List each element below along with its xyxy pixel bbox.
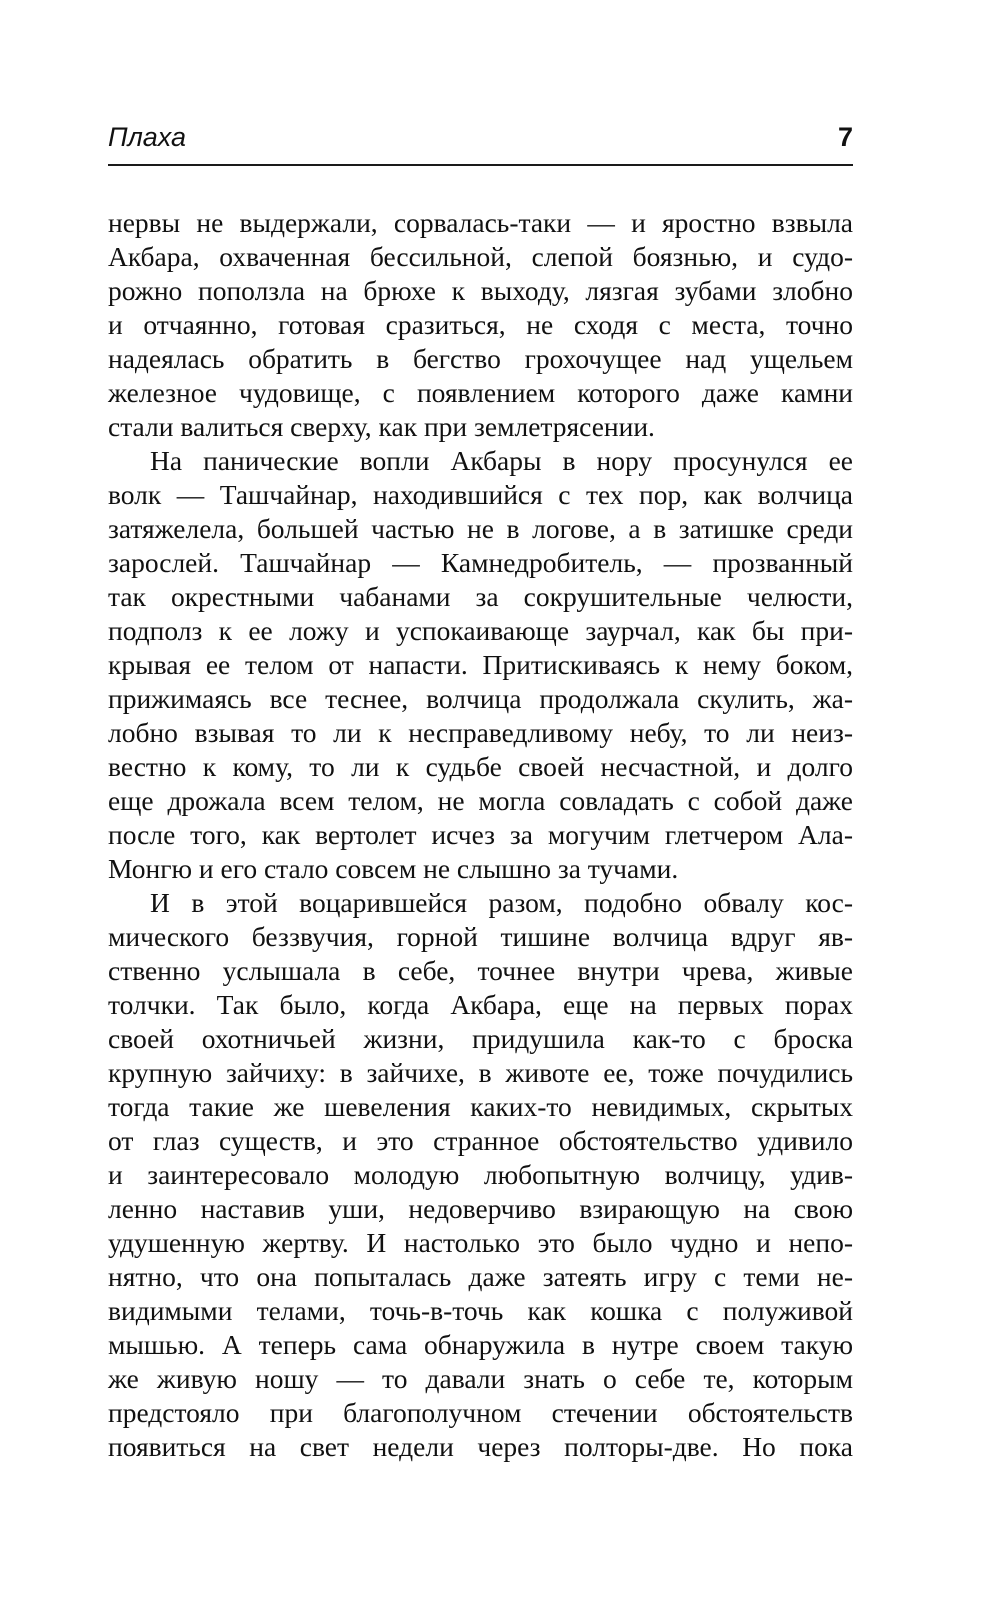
text-line: ственно услышала в себе, точнее внутри чрева, живые xyxy=(108,955,853,986)
text-line: от глаз существ, и это странное обстоятельство удивило xyxy=(108,1125,853,1156)
text-line: предстояло при благополучном стечении обстоятельств xyxy=(108,1397,853,1428)
text-line: железное чудовище, с появлением которого даже камни xyxy=(108,377,853,408)
text-line: зарослей. Ташчайнар — Камнедробитель, — прозванный xyxy=(108,547,853,578)
body-text xyxy=(108,206,853,1464)
text-line: тогда такие же шевеления каких-то невидимых, скрытых xyxy=(108,1091,853,1122)
text-line: нервы не выдержали, сорвалась-таки — и яростно взвыла xyxy=(108,207,853,238)
text-line: волк — Ташчайнар, находившийся с тех пор, как волчица xyxy=(108,479,853,510)
text-line: и отчаянно, готовая сразиться, не сходя с места, точно xyxy=(108,309,853,340)
text-line: мышью. А теперь сама обнаружила в нутре своем такую xyxy=(108,1329,853,1360)
text-line: же живую ношу — то давали знать о себе те, которым xyxy=(108,1363,853,1394)
text-line: нятно, что она попыталась даже затеять игру с теми не- xyxy=(108,1261,853,1292)
text-line: И в этой воцарившейся разом, подобно обвалу кос- xyxy=(150,887,853,918)
running-title: Плаха xyxy=(108,122,187,152)
text-line: стали валиться сверху, как при землетрясении. xyxy=(108,411,655,442)
text-line: затяжелела, большей частью не в логове, а в затишке среди xyxy=(108,513,853,544)
text-line: появиться на свет недели через полторы-две. Но пока xyxy=(108,1431,853,1462)
text-line: крывая ее телом от напасти. Притискиваясь к нему боком, xyxy=(108,649,853,680)
text-line: после того, как вертолет исчез за могучим глетчером Ала- xyxy=(108,819,853,850)
text-line: и заинтересовало молодую любопытную волчицу, удив- xyxy=(108,1159,853,1190)
text-line: надеялась обратить в бегство грохочущее над ущельем xyxy=(108,343,853,374)
text-line: Монгю и его стало совсем не слышно за тучами. xyxy=(108,853,679,884)
text-line: своей охотничьей жизни, придушила как-то с броска xyxy=(108,1023,853,1054)
text-line: рожно поползла на брюхе к выходу, лязгая зубами злобно xyxy=(108,275,853,306)
text-line: лобно взывая то ли к несправедливому небу, то ли неиз- xyxy=(108,717,853,748)
text-line: На панические вопли Акбары в нору просунулся ее xyxy=(150,445,853,476)
page-number: 7 xyxy=(837,122,853,152)
text-line: крупную зайчиху: в зайчихе, в животе ее, тоже почудились xyxy=(108,1057,853,1088)
text-line: видимыми телами, точь-в-точь как кошка с полуживой xyxy=(108,1295,853,1326)
text-line: мического беззвучия, горной тишине волчица вдруг яв- xyxy=(108,921,853,952)
text-line: подполз к ее ложу и успокаивающе заурчал, как бы при- xyxy=(108,615,853,646)
text-line: прижимаясь все теснее, волчица продолжала скулить, жа- xyxy=(108,683,853,714)
text-line: толчки. Так было, когда Акбара, еще на первых порах xyxy=(108,989,853,1020)
text-line: так окрестными чабанами за сокрушительные челюсти, xyxy=(108,581,853,612)
page-header xyxy=(108,120,853,166)
text-line: вестно к кому, то ли к судьбе своей несчастной, и долго xyxy=(108,751,853,782)
text-line: еще дрожала всем телом, не могла совладать с собой даже xyxy=(108,785,853,816)
text-line: удушенную жертву. И настолько это было чудно и непо- xyxy=(108,1227,853,1258)
text-line: Акбара, охваченная бессильной, слепой боязнью, и судо- xyxy=(108,241,853,272)
text-line: ленно наставив уши, недоверчиво взирающую на свою xyxy=(108,1193,853,1224)
